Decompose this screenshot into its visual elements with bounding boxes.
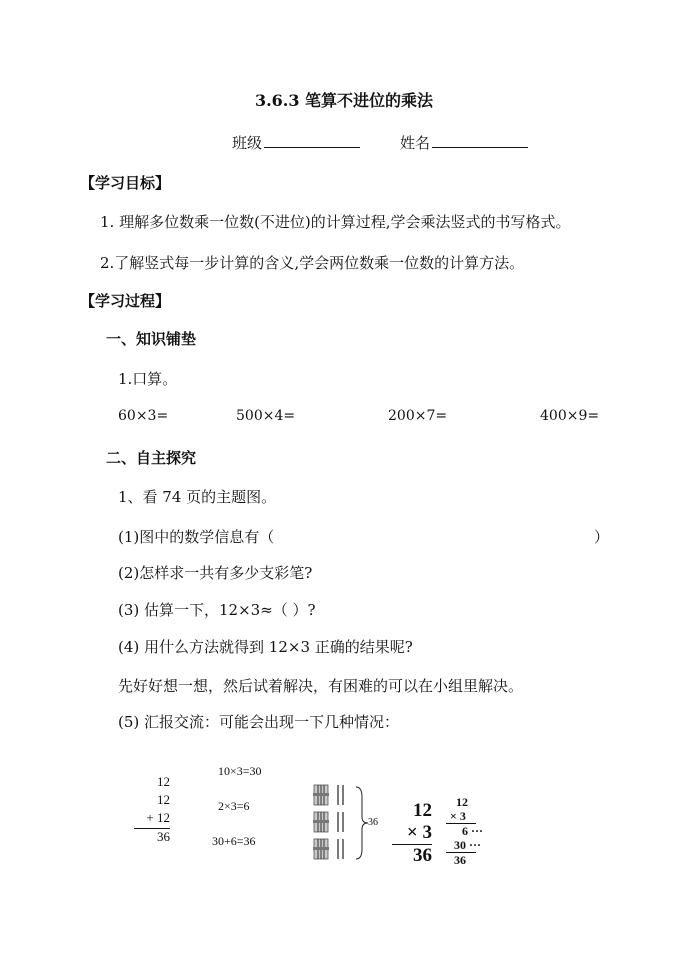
goal-1: 1. 理解多位数乘一位数(不进位)的计算过程,学会乘法竖式的书写格式。 (100, 213, 571, 231)
goal-2: 2.了解竖式每一步计算的含义,学会两位数乘一位数的计算方法。 (100, 254, 525, 272)
split-step-3: 30+6=36 (212, 834, 256, 848)
bundle-brace (356, 787, 368, 859)
addition-row-1: 12 (157, 774, 170, 789)
class-label: 班级 (232, 134, 263, 152)
oral-item-3: 200×7= (388, 408, 448, 424)
addition-row-3: + 12 (146, 810, 170, 825)
addition-result: 36 (157, 829, 170, 844)
split-step-1: 10×3=30 (218, 764, 262, 778)
question-1-close: ） (594, 528, 610, 546)
oral-label: 1.口算。 (118, 370, 178, 388)
vertical-full (446, 795, 492, 867)
name-label: 姓名 (400, 134, 431, 152)
vertical-full-partial-1: 6 ··· (462, 824, 484, 838)
question-intro: 1、看 74 页的主题图。 (118, 488, 277, 506)
vertical-full-partial-2: 30 ··· (454, 838, 482, 852)
part1-heading: 一、知识铺垫 (106, 330, 197, 348)
question-3: (3) 估算一下，12×3≈（ ）? (118, 601, 316, 619)
bundle-row-2 (313, 812, 343, 832)
bundle-row-1 (313, 785, 343, 805)
part2-heading: 二、自主探究 (106, 449, 197, 467)
vertical-full-mult: × 3 (450, 809, 466, 823)
think-prompt: 先好好想一想，然后试着解决，有困难的可以在小组里解决。 (118, 677, 524, 695)
class-field (232, 132, 360, 153)
question-1: (1)图中的数学信息有（ (118, 528, 275, 546)
process-heading: 【学习过程】 (80, 292, 171, 310)
vertical-simple (392, 800, 432, 867)
bundle-total: 36 (368, 817, 378, 828)
split-step-2: 2×3=6 (218, 799, 250, 813)
addition-row-2: 12 (157, 792, 170, 807)
name-field (400, 132, 528, 153)
page-title: 3.6.3 笔算不进位的乘法 (254, 91, 434, 110)
question-5: (5) 汇报交流：可能会出现一下几种情况： (118, 713, 400, 731)
name-blank (432, 133, 528, 148)
vertical-simple-mult: × 3 (406, 822, 432, 843)
question-4: (4) 用什么方法就得到 12×3 正确的结果呢? (118, 638, 413, 656)
class-blank (264, 133, 360, 148)
vertical-full-top: 12 (456, 795, 468, 809)
vertical-full-result: 36 (454, 853, 466, 867)
oral-item-2: 500×4= (236, 408, 296, 424)
oral-item-4: 400×9= (540, 408, 600, 424)
question-2: (2)怎样求一共有多少支彩笔? (118, 564, 313, 582)
goals-heading: 【学习目标】 (80, 174, 171, 192)
addition-method (126, 774, 170, 845)
vertical-simple-top: 12 (413, 800, 432, 821)
bundle-row-3 (313, 839, 343, 859)
vertical-simple-result: 36 (413, 845, 432, 866)
oral-item-1: 60×3= (118, 408, 169, 424)
